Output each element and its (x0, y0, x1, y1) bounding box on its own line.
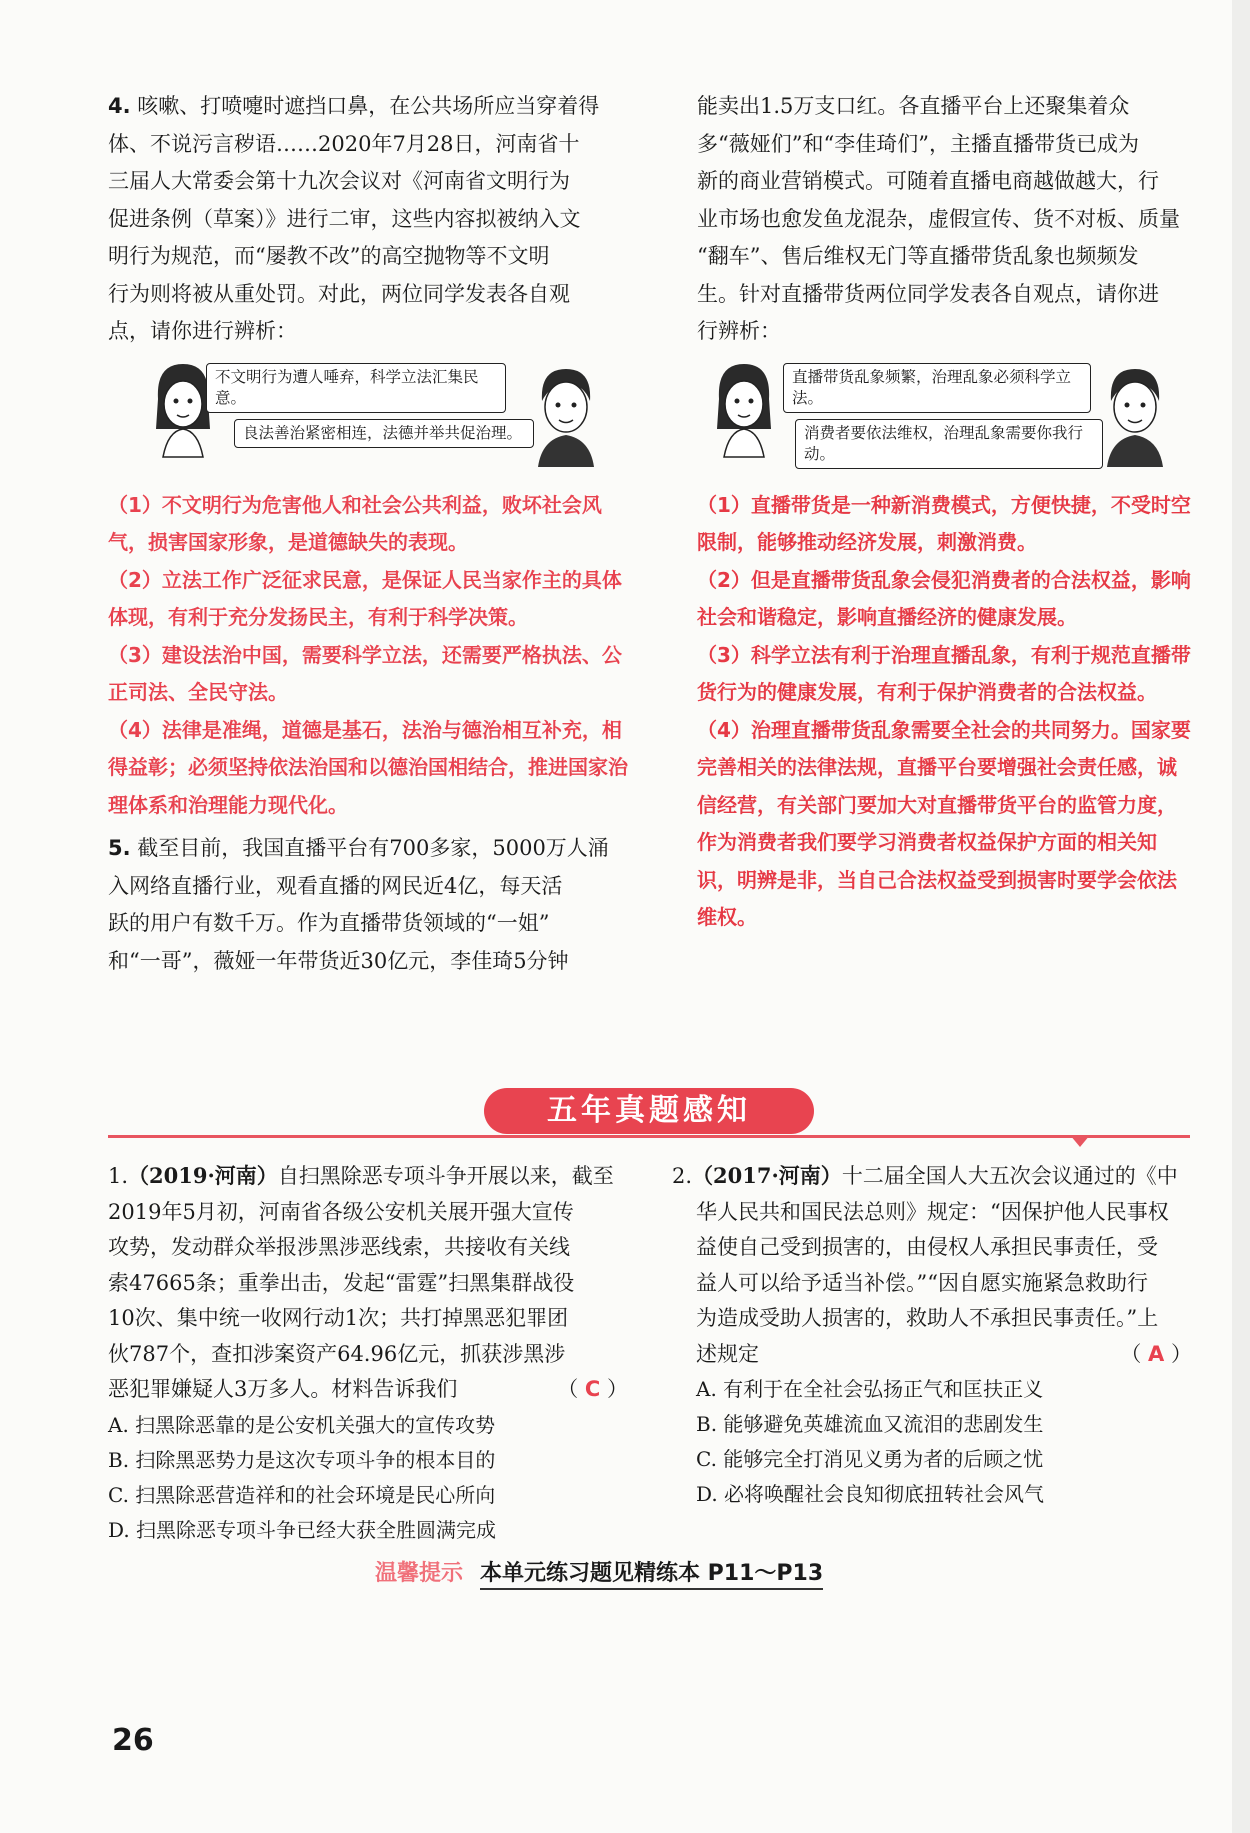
q4-bubble-girl: 不文明行为遭人唾弃，科学立法汇集民意。 (206, 363, 506, 413)
question-4 (108, 88, 628, 980)
r1-line: 恶犯罪嫌疑人3万多人。材料告诉我们 (108, 1377, 458, 1401)
r1-answer: C (584, 1377, 601, 1401)
q5-line: 截至目前，我国直播平台有700多家，5000万人涌 (137, 836, 609, 860)
r1-answer-bracket: （ C ） (557, 1377, 628, 1401)
r2-line: 十二届全国人大五次会议通过的《中 (841, 1164, 1178, 1188)
r1-line: 2019年5月初，河南省各级公安机关展开强大宣传 (108, 1199, 574, 1224)
tip-text: 本单元练习题见精练本 P11～P13 (480, 1561, 823, 1590)
section-divider-tick (1070, 1135, 1090, 1147)
q4-answers (108, 487, 628, 825)
boy-student-illustration (528, 363, 603, 468)
q5-line: 和“一哥”，薇娅一年带货近30亿元，李佳琦5分钟 (108, 948, 569, 973)
r1-option: D. 扫黑除恶专项斗争已经大获全胜圆满完成 (108, 1517, 497, 1542)
r2-answer: A (1148, 1341, 1165, 1366)
q5-bubble-girl: 直播带货乱象频繁，治理乱象必须科学立法。 (783, 363, 1091, 413)
q5-answer-item: （3）科学立法有利于治理直播乱象，有利于规范直播带货行为的健康发展，有利于保护消费者的合法权益。 (697, 642, 1191, 704)
r1-line: 攻势，发动群众举报涉黑涉恶线索，共接收有关线 (108, 1235, 570, 1259)
r2-option: D. 必将唤醒社会良知彻底扭转社会风气 (696, 1482, 1045, 1506)
q4-number: 4. (108, 94, 131, 118)
girl-student-illustration (709, 359, 779, 459)
q4-line: 点，请你进行辨析： (108, 319, 297, 343)
q5-cartoon (697, 359, 1192, 475)
page-number: 26 (112, 1723, 154, 1758)
q5-answers (697, 487, 1192, 937)
q4-line: 促进条例（草案）》进行二审，这些内容拟被纳入文 (108, 206, 581, 231)
q5-cont-line: 行辨析： (697, 319, 781, 343)
q5-line: 入网络直播行业，观看直播的网民近4亿，每天活 (108, 873, 563, 898)
r2-line: 益使自己受到损害的，由侵权人承担民事责任，受 (696, 1235, 1158, 1259)
r1-option: C. 扫黑除恶营造祥和的社会环境是民心所向 (108, 1482, 496, 1507)
q4-line: 咳嗽、打喷嚏时遮挡口鼻，在公共场所应当穿着得 (137, 94, 600, 118)
q5-cont-line: 能卖出1.5万支口红。各直播平台上还聚集着众 (697, 94, 1130, 118)
q5-answer-item: （1）直播带货是一种新消费模式，方便快捷，不受时空限制，能够推动经济发展，刺激消费。 (697, 492, 1191, 554)
q4-line: 三届人大常委会第十九次会议对《河南省文明行为 (108, 169, 570, 193)
r1-line: 伙787个，查扣涉案资产64.96亿元，抓获涉黑涉 (108, 1341, 566, 1366)
section-divider (108, 1135, 1190, 1138)
r1-option: A. 扫黑除恶靠的是公安机关强大的宣传攻势 (108, 1412, 496, 1437)
tip-label: 温馨提示 (375, 1561, 464, 1586)
q4-answer-item: （3）建设法治中国，需要科学立法，还需要严格执法、公正司法、全民守法。 (108, 642, 622, 704)
r2-line: 益人可以给予适当补偿。”“因自愿实施紧急救助行 (696, 1270, 1148, 1295)
r1-source: （2019·河南） (128, 1163, 278, 1188)
q4-line: 行为则将被从重处罚。对此，两位同学发表各自观 (108, 281, 570, 306)
r1-line: 10次、集中统一收网行动1次；共打掉黑恶犯罪团 (108, 1306, 569, 1330)
real-question-1 (108, 1158, 628, 1548)
question-5-continued (697, 88, 1192, 937)
q4-answer-item: （2）立法工作广泛征求民意，是保证人民当家作主的具体体现，有利于充分发扬民主，有利于科学决策。 (108, 567, 622, 629)
q4-line: 明行为规范，而“屡教不改”的高空抛物等不文明 (108, 244, 550, 268)
q5-cont-line: 生。针对直播带货两位同学发表各自观点，请你进 (697, 281, 1159, 306)
q5-answer-item: （4）治理直播带货乱象需要全社会的共同努力。国家要完善相关的法律法规，直播平台要增强社会责任感，诚信经营，有关部门要加大对直播带货平台的监管力度，作为消费者我们要学习消费者权益保护方面的相关知识，明辨是非，当自己合法权益受到损害时要学会依法维权。 (697, 717, 1191, 929)
r2-answer-bracket: （ A ） (1120, 1341, 1192, 1366)
r2-line: 为造成受助人损害的，救助人不承担民事责任。”上 (696, 1306, 1159, 1330)
r2-line: 华人民共和国民法总则》规定：“因保护他人民事权 (696, 1199, 1169, 1224)
q5-line: 跃的用户有数千万。作为直播带货领域的“一姐” (108, 911, 550, 935)
q5-answer-item: （2）但是直播带货乱象会侵犯消费者的合法权益，影响社会和谐稳定，影响直播经济的健康发展。 (697, 567, 1191, 629)
q5-number: 5. (108, 836, 131, 860)
q5-cont-line: “翻车”、售后维权无门等直播带货乱象也频频发 (697, 244, 1139, 268)
q4-cartoon (108, 359, 628, 475)
q5-cont-line: 多“薇娅们”和“李佳琦们”，主播直播带货已成为 (697, 131, 1139, 156)
q5-cont-line: 新的商业营销模式。可随着直播电商越做越大，行 (697, 169, 1159, 193)
r1-line: 自扫黑除恶专项斗争开展以来，截至 (277, 1164, 614, 1188)
q4-bubble-boy: 良法善治紧密相连，法德并举共促治理。 (234, 419, 534, 448)
boy-student-illustration (1097, 363, 1172, 468)
section-title: 五年真题感知 (484, 1088, 814, 1134)
q4-line: 体、不说污言秽语……2020年7月28日，河南省十 (108, 131, 580, 156)
q4-answer-item: （1）不文明行为危害他人和社会公共利益，败坏社会风气，损害国家形象，是道德缺失的表现。 (108, 492, 602, 554)
r2-number: 2. (672, 1164, 693, 1188)
r1-line: 索47665条；重拳出击，发起“雷霆”扫黑集群战役 (108, 1270, 575, 1295)
page-edge (1232, 0, 1250, 1833)
q4-answer-item: （4）法律是准绳，道德是基石，法治与德治相互补充，相得益彰；必须坚持依法治国和以德治国相结合，推进国家治理体系和治理能力现代化。 (108, 717, 628, 817)
q5-cont-line: 业市场也愈发鱼龙混杂，虚假宣传、货不对板、质量 (697, 206, 1180, 231)
reminder-tip (375, 1556, 823, 1587)
real-question-2 (672, 1158, 1192, 1512)
r1-number: 1. (108, 1164, 129, 1188)
r2-option: A. 有利于在全社会弘扬正气和匡扶正义 (696, 1377, 1044, 1401)
r2-option: B. 能够避免英雄流血又流泪的悲剧发生 (696, 1412, 1044, 1436)
r2-source: （2017·河南） (692, 1163, 842, 1188)
r2-option: C. 能够完全打消见义勇为者的后顾之忧 (696, 1447, 1044, 1471)
r1-option: B. 扫除黑恶势力是这次专项斗争的根本目的 (108, 1447, 496, 1472)
q5-bubble-boy: 消费者要依法维权，治理乱象需要你我行动。 (795, 419, 1103, 469)
r2-line: 述规定 (696, 1341, 759, 1366)
